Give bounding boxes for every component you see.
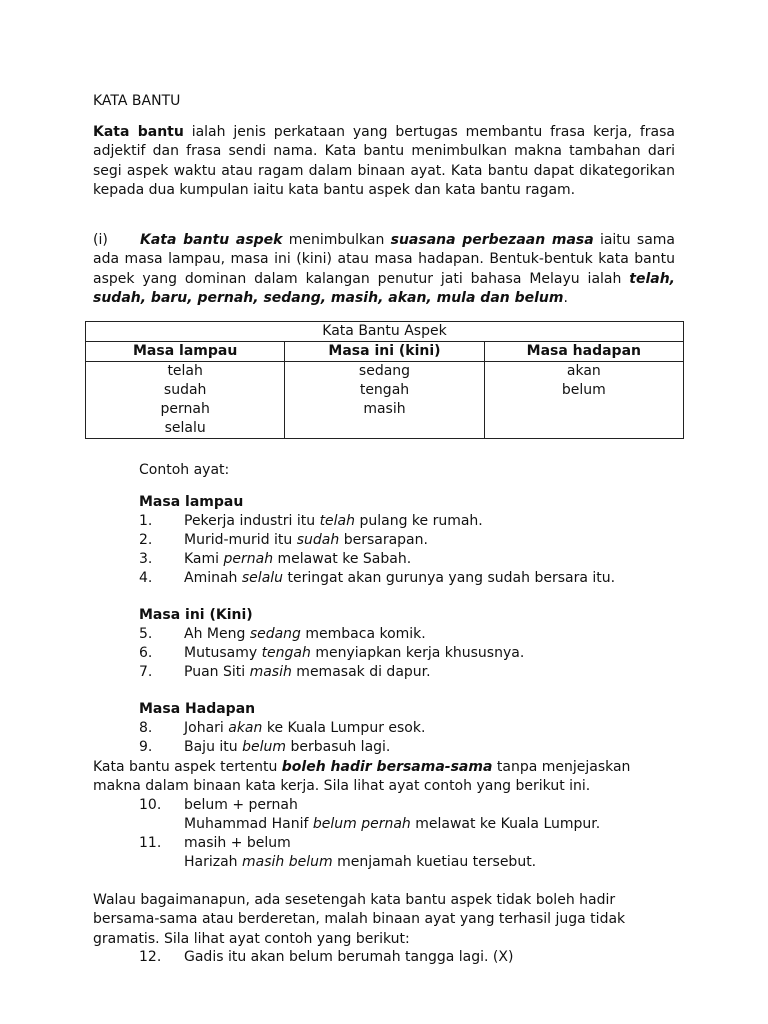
sentence-text: memasak di dapur. bbox=[291, 664, 431, 680]
example-sentence bbox=[184, 644, 524, 663]
keyword: sedang bbox=[249, 626, 301, 642]
item-number: 6. bbox=[139, 645, 153, 661]
aspect-text-1: menimbulkan bbox=[282, 232, 391, 248]
keyword: belum bbox=[242, 739, 287, 755]
item-number: 8. bbox=[139, 720, 153, 736]
sentence-text: bersarapan. bbox=[339, 532, 428, 548]
combo-emphasis: boleh hadir bersama-sama bbox=[281, 759, 493, 775]
aspect-end: . bbox=[563, 289, 568, 306]
table-word: sedang bbox=[358, 363, 411, 379]
example-sentence bbox=[184, 550, 411, 569]
heading-masa-hadapan: Masa Hadapan bbox=[139, 701, 256, 717]
sentence-text: berbasuh lagi. bbox=[286, 739, 391, 755]
keyword: akan bbox=[228, 720, 263, 736]
keyword: sudah bbox=[296, 532, 340, 548]
header-masa-hadapan: Masa hadapan bbox=[484, 342, 683, 362]
item-number: 3. bbox=[139, 551, 153, 567]
document-title: KATA BANTU bbox=[93, 93, 181, 109]
sentence-text: menyiapkan kerja khususnya. bbox=[310, 645, 525, 661]
aspect-emphasis: suasana perbezaan masa bbox=[390, 232, 594, 248]
sentence-text: pulang ke rumah. bbox=[355, 513, 483, 529]
table-word: pernah bbox=[160, 401, 210, 417]
sentence-text: teringat akan gurunya yang sudah bersara itu. bbox=[283, 570, 616, 586]
table-word: telah bbox=[167, 363, 203, 379]
item-number: 5. bbox=[139, 626, 153, 642]
keyword: pernah bbox=[223, 551, 274, 567]
aspect-term: Kata bantu aspek bbox=[140, 232, 283, 248]
heading-masa-ini: Masa ini (Kini) bbox=[139, 607, 253, 623]
table-word: akan bbox=[566, 363, 601, 379]
sentence-text: Muhammad Hanif bbox=[184, 816, 313, 832]
sentence-text: Ah Meng bbox=[184, 626, 250, 642]
aspect-word-list: telah, sudah, baru, pernah, sedang, masih, akan, mula dan belum bbox=[93, 270, 675, 306]
aspect-table bbox=[85, 321, 684, 439]
sentence-text: Puan Siti bbox=[184, 664, 250, 680]
intro-text: ialah jenis perkataan yang bertugas membantu frasa kerja, frasa adjektif dan frasa sendi nama. Kata bantu menimbulkan makna tambahan dari segi aspek waktu atau ragam dalam binaan ayat. Kata bantu dapat dikategorikan kepada dua kumpulan iaitu kata bantu aspek dan kata bantu ragam. bbox=[93, 124, 675, 198]
intro-paragraph bbox=[93, 123, 675, 200]
example-sentence: Gadis itu akan belum berumah tangga lagi. (X) bbox=[184, 949, 514, 965]
example-sentence bbox=[184, 531, 428, 550]
item-number: 9. bbox=[139, 739, 153, 755]
section-marker: (i) bbox=[93, 232, 108, 248]
example-sentence bbox=[184, 853, 536, 872]
example-sentence bbox=[184, 569, 615, 588]
sentence-text: Kami bbox=[184, 551, 224, 567]
example-sentence bbox=[184, 512, 483, 531]
keyword: telah bbox=[319, 513, 356, 529]
sentence-text: ke Kuala Lumpur esok. bbox=[262, 720, 426, 736]
sentence-text: menjamah kuetiau tersebut. bbox=[332, 854, 537, 870]
keyword: masih bbox=[249, 664, 292, 680]
item-number: 4. bbox=[139, 570, 153, 586]
example-sentence bbox=[184, 719, 425, 738]
combo-text-1: Kata bantu aspek tertentu bbox=[93, 759, 282, 775]
item-number: 12. bbox=[139, 949, 162, 965]
sentence-text: Mutusamy bbox=[184, 645, 262, 661]
aspect-text-2: iaitu sama ada masa lampau, masa ini (kini) atau masa hadapan. Bentuk-bentuk kata bantu aspek yang dominan dalam kalangan penutur jati bahasa Melayu ialah bbox=[93, 232, 676, 287]
sentence-text: Pekerja industri itu bbox=[184, 513, 320, 529]
closing-paragraph: Walau bagaimanapun, ada sesetengah kata bantu aspek tidak boleh hadir bersama-sama atau berderetan, malah binaan ayat yang terhasil juga tidak gramatis. Sila lihat ayat contoh yang berikut: bbox=[93, 892, 626, 947]
combo-formula: masih + belum bbox=[184, 835, 291, 851]
table-word: sudah bbox=[163, 382, 207, 398]
header-masa-lampau: Masa lampau bbox=[86, 342, 285, 362]
item-number: 10. bbox=[139, 797, 162, 813]
example-sentence bbox=[184, 815, 600, 834]
cell-masa-hadapan bbox=[484, 362, 683, 439]
keyword: selalu bbox=[241, 570, 284, 586]
table-word: masih bbox=[363, 401, 406, 417]
table-word: tengah bbox=[359, 382, 410, 398]
example-sentence bbox=[184, 663, 431, 682]
example-sentence bbox=[184, 625, 426, 644]
header-masa-ini: Masa ini (kini) bbox=[285, 342, 484, 362]
examples-label: Contoh ayat: bbox=[139, 462, 230, 478]
item-number: 7. bbox=[139, 664, 153, 680]
sentence-text: Aminah bbox=[184, 570, 242, 586]
sentence-text: Murid-murid itu bbox=[184, 532, 297, 548]
table-caption: Kata Bantu Aspek bbox=[86, 322, 684, 342]
item-number: 11. bbox=[139, 835, 162, 851]
sentence-text: melawat ke Kuala Lumpur. bbox=[410, 816, 601, 832]
item-number: 2. bbox=[139, 532, 153, 548]
cell-masa-ini bbox=[285, 362, 484, 439]
sentence-text: melawat ke Sabah. bbox=[273, 551, 412, 567]
combo-formula: belum + pernah bbox=[184, 797, 298, 813]
keyword: tengah bbox=[261, 645, 311, 661]
example-sentence bbox=[184, 738, 390, 757]
keyword: belum pernah bbox=[312, 816, 411, 832]
sentence-text: membaca komik. bbox=[300, 626, 426, 642]
combo-text-2: tanpa menjejaskan makna dalam binaan kata kerja. Sila lihat ayat contoh yang berikut ini. bbox=[93, 759, 631, 795]
table-word: belum bbox=[561, 382, 606, 398]
item-number: 1. bbox=[139, 513, 153, 529]
combination-paragraph bbox=[93, 758, 675, 797]
sentence-text: Johari bbox=[184, 720, 229, 736]
aspect-paragraph bbox=[93, 231, 675, 308]
keyword: masih belum bbox=[242, 854, 333, 870]
sentence-text: Baju itu bbox=[184, 739, 243, 755]
cell-masa-lampau bbox=[86, 362, 285, 439]
intro-term: Kata bantu bbox=[93, 124, 184, 140]
sentence-text: Harizah bbox=[184, 854, 243, 870]
table-word: selalu bbox=[164, 420, 206, 436]
heading-masa-lampau: Masa lampau bbox=[139, 494, 244, 510]
